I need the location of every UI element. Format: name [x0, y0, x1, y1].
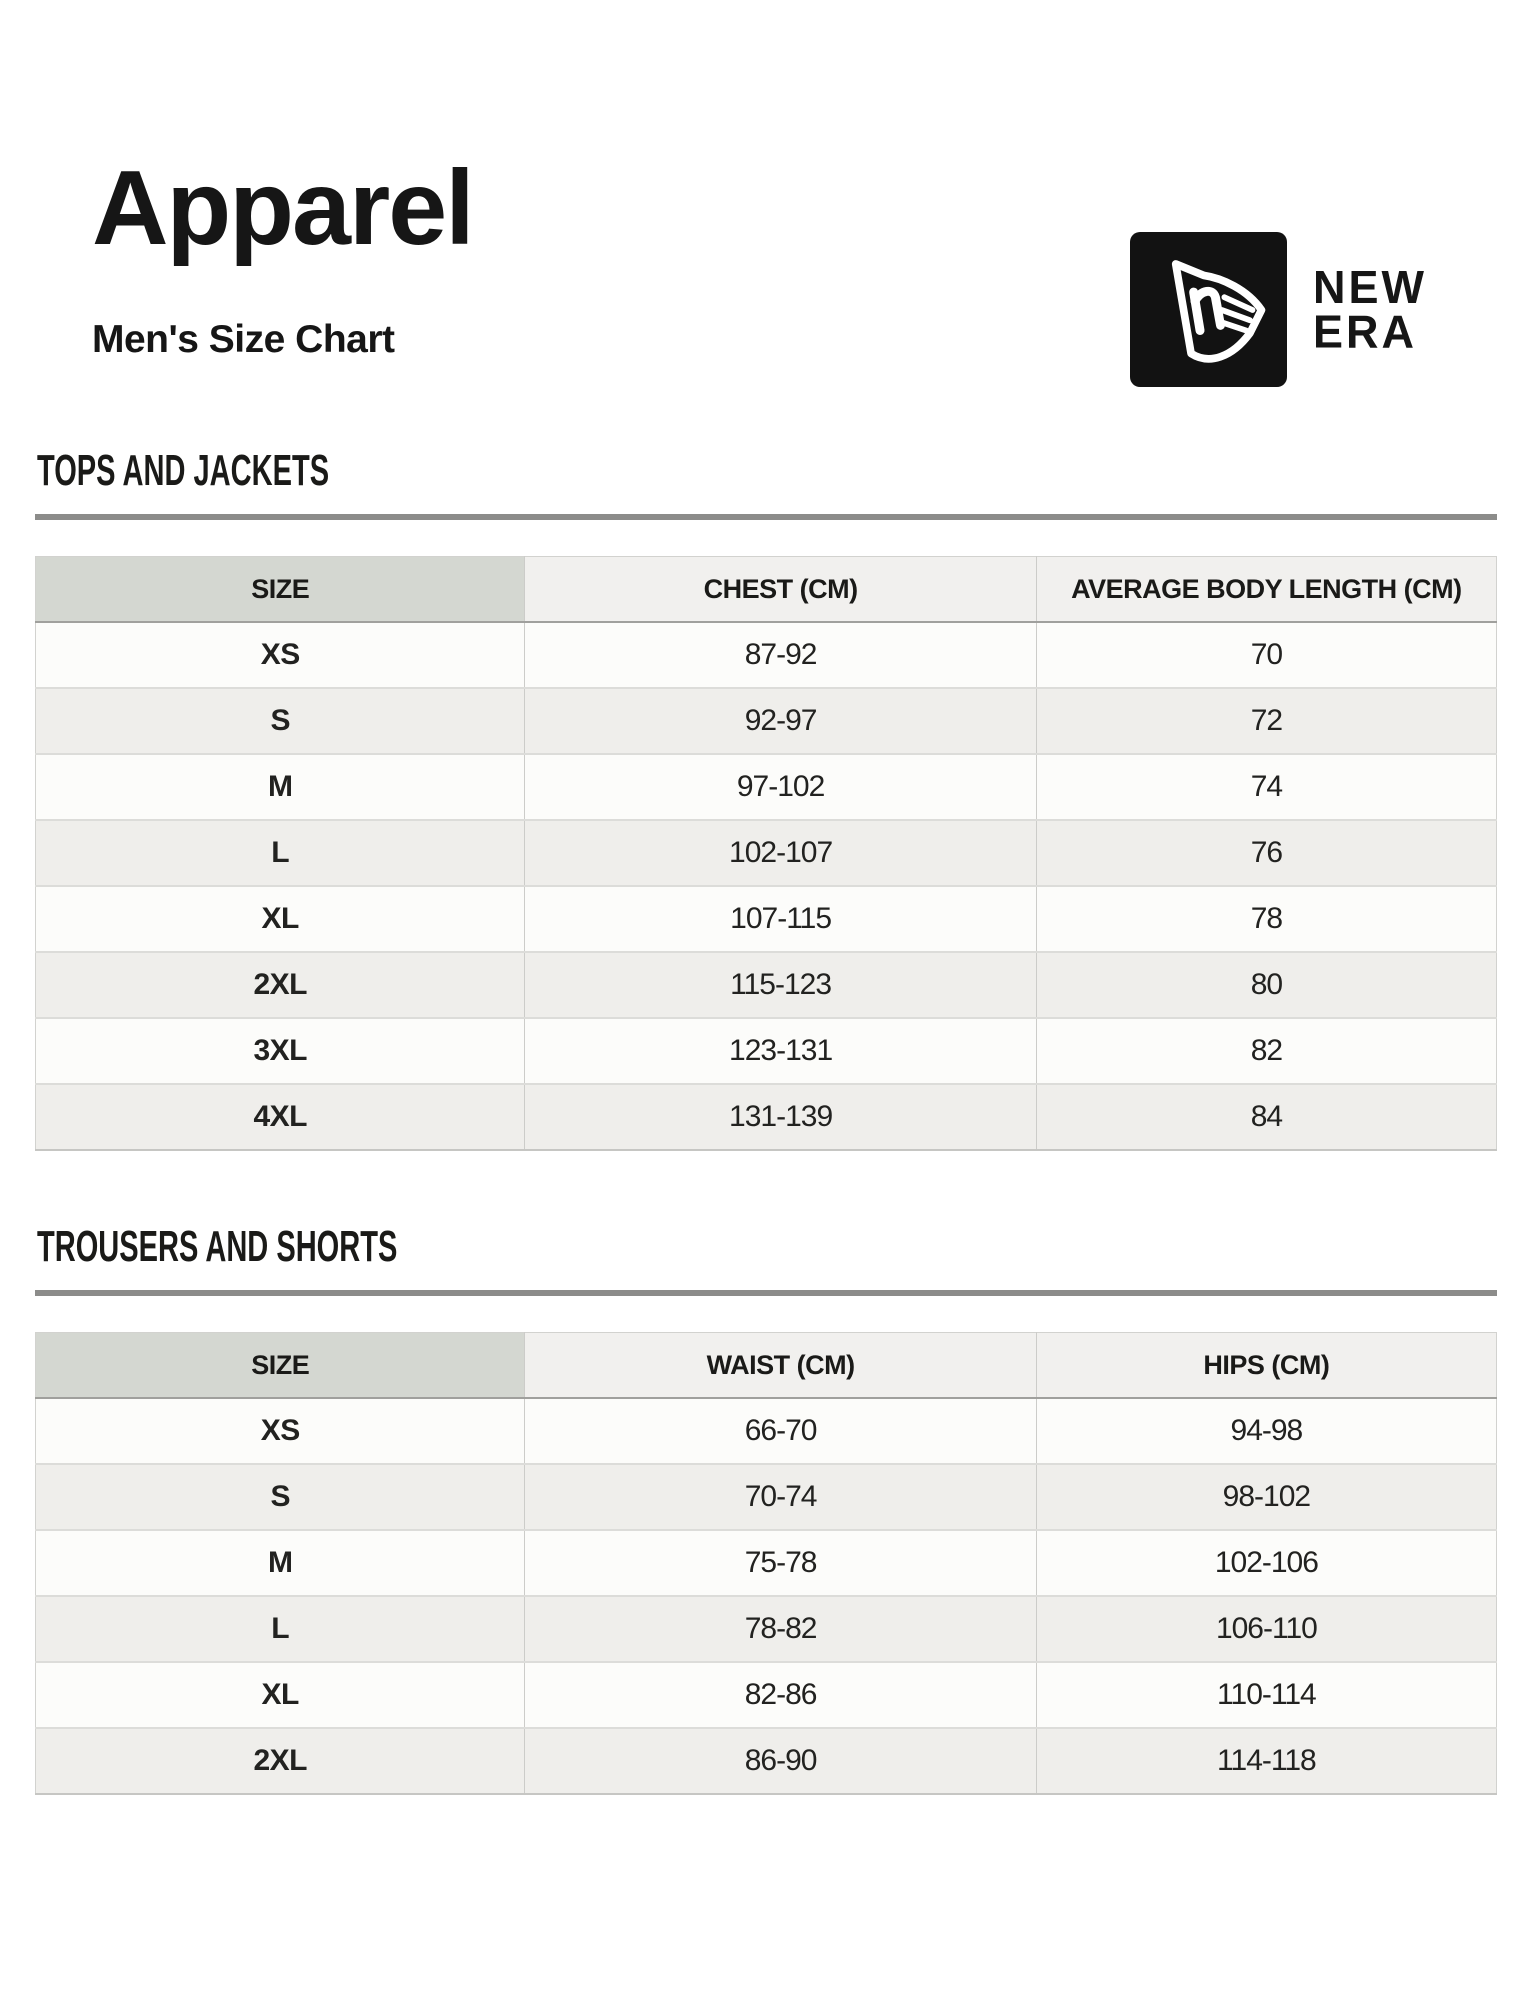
value-cell: 70-74	[525, 1464, 1036, 1530]
size-cell: 3XL	[36, 1018, 525, 1084]
value-cell: 102-107	[525, 820, 1036, 886]
table-row	[36, 1596, 1497, 1662]
size-cell: 2XL	[36, 952, 525, 1018]
new-era-wordmark	[1313, 260, 1427, 358]
value-cell: 94-98	[1036, 1398, 1496, 1464]
size-section	[35, 446, 1497, 1151]
table-row	[36, 820, 1497, 886]
value-cell: 110-114	[1036, 1662, 1496, 1728]
value-cell: 76	[1036, 820, 1496, 886]
value-cell: 98-102	[1036, 1464, 1496, 1530]
table-row	[36, 1662, 1497, 1728]
wordmark-line-era: ERA	[1313, 305, 1418, 358]
value-cell: 107-115	[525, 886, 1036, 952]
table-row	[36, 1084, 1497, 1150]
value-cell: 74	[1036, 754, 1496, 820]
value-cell: 97-102	[525, 754, 1036, 820]
table-header-row	[36, 557, 1497, 623]
value-cell: 66-70	[525, 1398, 1036, 1464]
value-cell: 72	[1036, 688, 1496, 754]
value-cell: 115-123	[525, 952, 1036, 1018]
size-cell: L	[36, 1596, 525, 1662]
size-cell: S	[36, 1464, 525, 1530]
table-row	[36, 886, 1497, 952]
section-heading-wrap	[37, 446, 1497, 495]
section-divider	[35, 1290, 1497, 1296]
size-table	[35, 556, 1497, 1151]
section-heading: TROUSERS AND SHORTS	[37, 1222, 398, 1271]
section-heading: TOPS AND JACKETS	[37, 446, 330, 495]
column-header: HIPS (CM)	[1036, 1333, 1496, 1399]
value-cell: 123-131	[525, 1018, 1036, 1084]
value-cell: 82	[1036, 1018, 1496, 1084]
value-cell: 102-106	[1036, 1530, 1496, 1596]
value-cell: 80	[1036, 952, 1496, 1018]
value-cell: 75-78	[525, 1530, 1036, 1596]
value-cell: 84	[1036, 1084, 1496, 1150]
table-row	[36, 1530, 1497, 1596]
new-era-logo	[1130, 232, 1427, 387]
table-row	[36, 1464, 1497, 1530]
value-cell: 78	[1036, 886, 1496, 952]
table-row	[36, 1398, 1497, 1464]
size-cell: S	[36, 688, 525, 754]
value-cell: 92-97	[525, 688, 1036, 754]
value-cell: 87-92	[525, 622, 1036, 688]
table-row	[36, 688, 1497, 754]
size-cell: XL	[36, 1662, 525, 1728]
value-cell: 106-110	[1036, 1596, 1496, 1662]
column-header: WAIST (CM)	[525, 1333, 1036, 1399]
section-divider	[35, 514, 1497, 520]
table-row	[36, 952, 1497, 1018]
value-cell: 70	[1036, 622, 1496, 688]
size-cell: L	[36, 820, 525, 886]
size-cell: M	[36, 754, 525, 820]
table-row	[36, 1728, 1497, 1794]
value-cell: 86-90	[525, 1728, 1036, 1794]
size-cell: XL	[36, 886, 525, 952]
value-cell: 131-139	[525, 1084, 1036, 1150]
column-header-size: SIZE	[36, 557, 525, 623]
table-row	[36, 1018, 1497, 1084]
table-row	[36, 622, 1497, 688]
column-header-size: SIZE	[36, 1333, 525, 1399]
size-cell: XS	[36, 1398, 525, 1464]
table-header-row	[36, 1333, 1497, 1399]
table-row	[36, 754, 1497, 820]
page-subtitle: Men's Size Chart	[92, 318, 395, 361]
page-title: Apparel	[92, 149, 473, 267]
section-heading-wrap	[37, 1222, 1497, 1271]
size-cell: 2XL	[36, 1728, 525, 1794]
column-header: AVERAGE BODY LENGTH (CM)	[1036, 557, 1496, 623]
size-cell: 4XL	[36, 1084, 525, 1150]
column-header: CHEST (CM)	[525, 557, 1036, 623]
new-era-flag-icon	[1130, 232, 1287, 387]
value-cell: 82-86	[525, 1662, 1036, 1728]
value-cell: 78-82	[525, 1596, 1036, 1662]
wordmark-line-new: NEW	[1313, 260, 1427, 313]
size-table	[35, 1332, 1497, 1795]
size-cell: XS	[36, 622, 525, 688]
size-cell: M	[36, 1530, 525, 1596]
size-section	[35, 1222, 1497, 1795]
value-cell: 114-118	[1036, 1728, 1496, 1794]
